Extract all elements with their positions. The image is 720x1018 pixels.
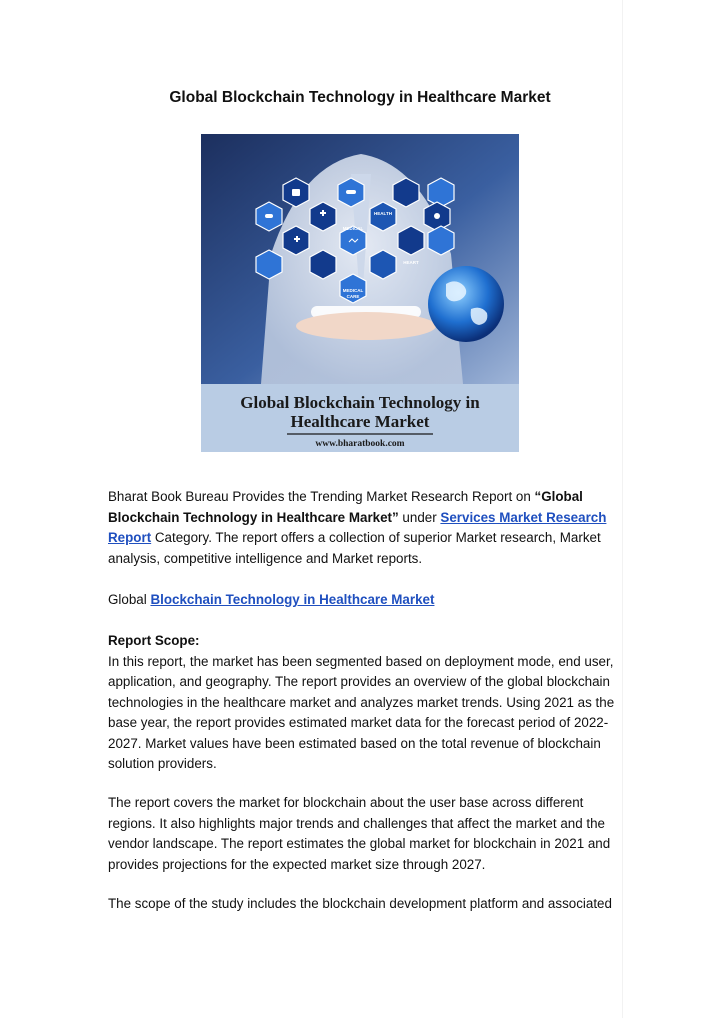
report-link-line	[108, 590, 624, 611]
report-scope-text: In this report, the market has been segmented based on deployment mode, end user, application, and geography. The report provides an overview of the global blockchain technologies in the healthcare market and analyzes market trends. Using 2021 as the base year, the report provides estimated market data for the forecast period of 2022-2027. Market values have been estimated based on the total revenue of blockchain solution providers.	[108, 653, 615, 771]
hex-label-heart: HEART	[403, 260, 419, 265]
hex-label-medical-care-2: CARE	[346, 294, 360, 299]
coverage-paragraph	[108, 793, 624, 875]
banner-title-line2: Healthcare Market	[290, 412, 430, 431]
intro-paragraph	[108, 487, 624, 569]
report-link[interactable]: Blockchain Technology in Healthcare Market	[150, 592, 435, 607]
coverage-text: The report covers the market for blockchain about the user base across different regions. It also highlights major trends and challenges that affect the market and the vendor landscape. The report estimates the global market for blockchain in 2021 and provides projections for the expected market size through 2027.	[108, 795, 611, 872]
intro-text-1: Bharat Book Bureau Provides the Trending Market Research Report on	[108, 489, 535, 504]
banner-title-line1: Global Blockchain Technology in	[240, 393, 480, 412]
hex-label-medical-care-1: MEDICAL	[342, 288, 364, 293]
hero-image	[201, 134, 519, 452]
scope-study-paragraph	[108, 894, 624, 915]
banner-url: www.bharatbook.com	[315, 439, 405, 449]
intro-text-2: under	[398, 509, 441, 525]
hex-label-medical: MEDICAL	[342, 226, 364, 231]
intro-report-title: “Global Blockchain Technology in Healthcare Market”	[108, 489, 583, 525]
document-title: Global Blockchain Technology in Healthcare Market	[169, 89, 551, 106]
report-scope-section	[108, 631, 624, 775]
scope-study-text: The scope of the study includes the blockchain development platform and associated	[108, 896, 612, 911]
hex-label-health: HEALTH	[374, 211, 392, 216]
category-link[interactable]: Services Market Research Report	[108, 509, 607, 545]
link-line-prefix: Global	[108, 592, 151, 607]
report-scope-heading: Report Scope:	[108, 633, 200, 648]
intro-text-3: Category. The report offers a collection of superior Market research, Market analysis, competitive intelligence and Market reports.	[108, 530, 601, 566]
